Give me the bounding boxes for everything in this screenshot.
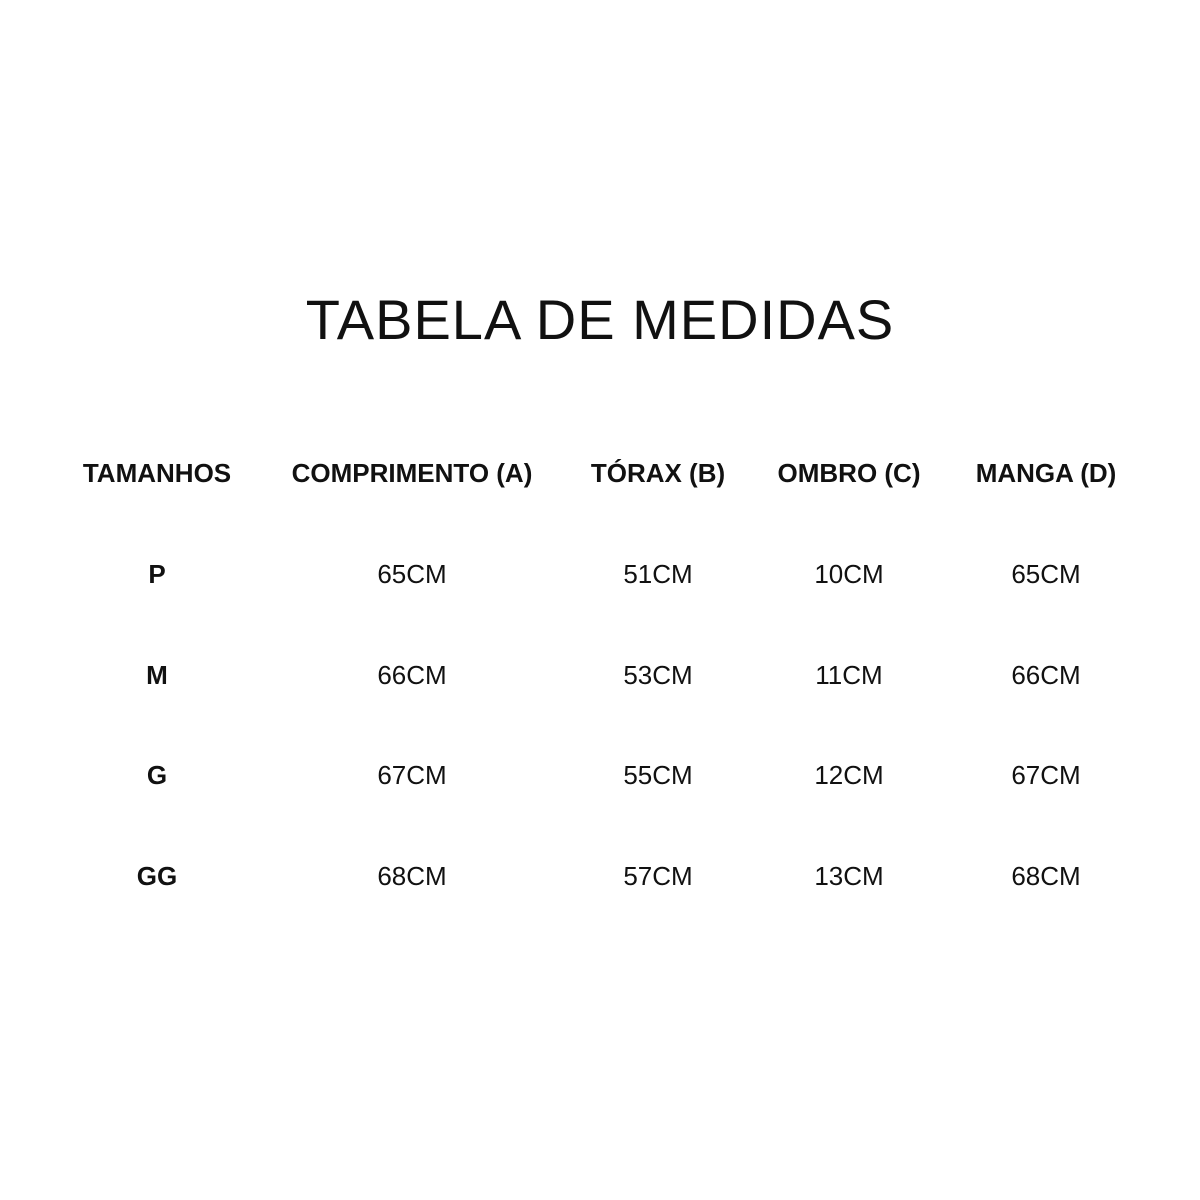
chest-value: 51CM <box>623 559 693 589</box>
shoulder-value: 11CM <box>815 660 883 690</box>
column-header-chest: TÓRAX (B) <box>590 458 726 488</box>
shoulder-value: 13CM <box>814 861 884 891</box>
shoulder-value: 10CM <box>814 559 884 589</box>
length-value: 65CM <box>377 559 447 589</box>
length-value: 67CM <box>377 760 447 790</box>
shoulder-value: 12CM <box>814 760 884 790</box>
chest-value: 55CM <box>623 760 693 790</box>
column-header-sizes: TAMANHOS <box>82 458 232 488</box>
length-value: 68CM <box>377 861 447 891</box>
size-label: GG <box>136 861 178 891</box>
sleeve-value: 65CM <box>1011 559 1081 589</box>
column-header-length: COMPRIMENTO (A) <box>291 458 533 488</box>
size-label: P <box>148 559 166 589</box>
length-value: 66CM <box>377 660 447 690</box>
chest-value: 57CM <box>623 861 693 891</box>
sleeve-value: 68CM <box>1011 861 1081 891</box>
sleeve-value: 67CM <box>1011 760 1081 790</box>
sleeve-value: 66CM <box>1011 660 1081 690</box>
size-label: G <box>146 760 168 790</box>
chest-value: 53CM <box>623 660 693 690</box>
page-title: TABELA DE MEDIDAS <box>305 288 895 351</box>
column-header-shoulder: OMBRO (C) <box>777 458 921 488</box>
size-label: M <box>146 660 168 690</box>
column-header-sleeve: MANGA (D) <box>975 458 1117 488</box>
